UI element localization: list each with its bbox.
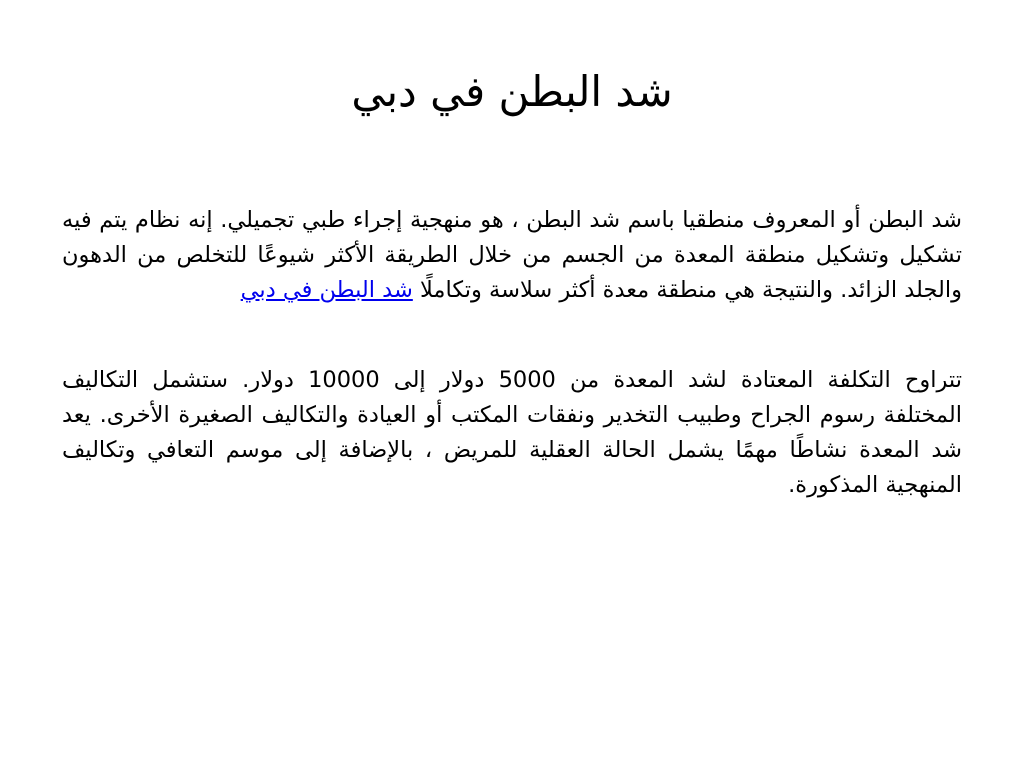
paragraph-intro-text: شد البطن أو المعروف منطقيا باسم شد البطن ، هو منهجية إجراء طبي تجميلي. إنه نظام يتم فيه تشكيل وتشكيل منطقة المعدة من الجسم من خلال الطريقة الأكثر شيوعًا للتخلص من الدهون والجلد الزائد. والنتيجة هي منطقة معدة أكثر سلاسة وتكاملًا bbox=[62, 207, 962, 303]
paragraph-cost-text: تتراوح التكلفة المعتادة لشد المعدة من 5000 دولار إلى 10000 دولار. ستشمل التكاليف المختلفة رسوم الجراح وطبيب التخدير ونفقات المكتب أو العيادة والتكاليف الصغيرة الأخرى. يعد شد المعدة نشاطًا مهمًا يشمل الحالة العقلية للمريض ، بالإضافة إلى موسم التعافي وتكاليف المنهجية المذكورة. bbox=[62, 367, 962, 498]
paragraph-intro bbox=[62, 203, 962, 308]
paragraph-cost bbox=[62, 363, 962, 503]
abdominoplasty-dubai-link[interactable]: شد البطن في دبي bbox=[240, 277, 413, 303]
slide-body bbox=[62, 203, 962, 503]
slide-title: شد البطن في دبي bbox=[351, 67, 673, 116]
